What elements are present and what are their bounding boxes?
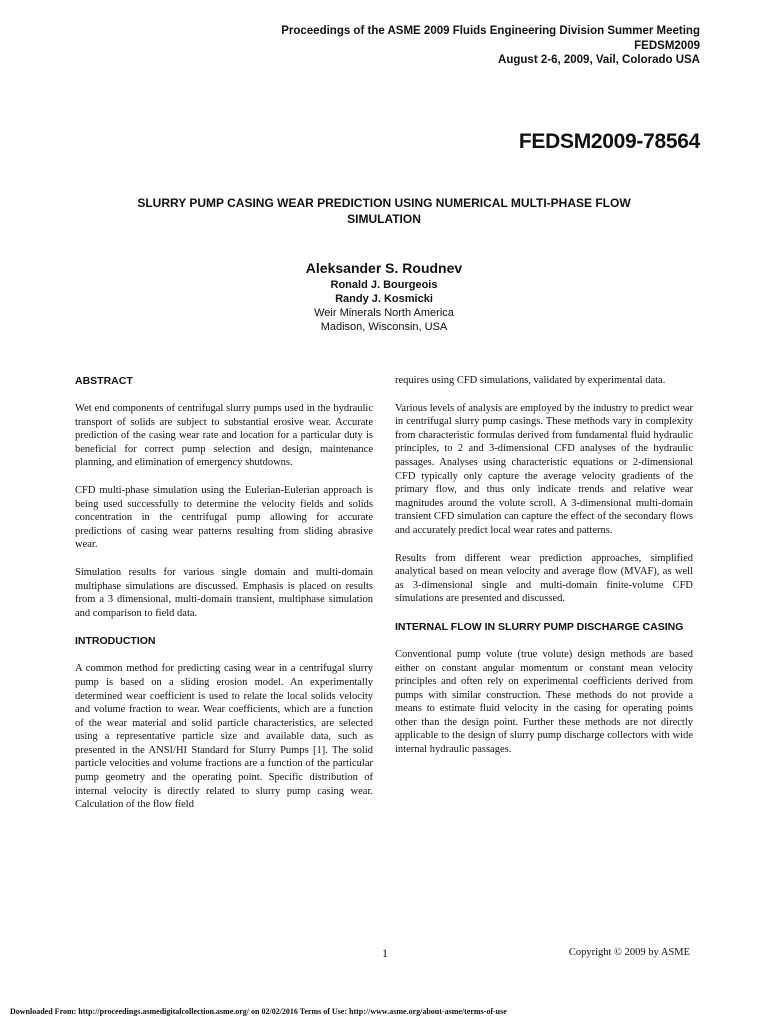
paper-id: FEDSM2009-78564 (518, 130, 700, 153)
lead-author: Aleksander S. Roudnev (305, 260, 463, 276)
affiliation-location: Madison, Wisconsin, USA (320, 321, 448, 333)
download-footer: Downloaded From: http://proceedings.asmedigitalcollection.asme.org/ on 02/02/2016 Terms of Use: http://www.asme.org/about-asme/terms-of-use (10, 1007, 507, 1016)
abstract-paragraph: CFD multi-phase simulation using the Eulerian-Eulerian approach is being used successfully to determine the velocity fields and solids concentration in the centrifugal pump allowing for accurate predictions of casing wear patterns resulting from sliding abrasive wear. (75, 484, 373, 551)
conference-header (281, 24, 700, 68)
abstract-heading: ABSTRACT (75, 375, 133, 387)
left-column (75, 374, 373, 826)
affiliation: Weir Minerals North America (314, 307, 454, 319)
body-paragraph: Various levels of analysis are employed by the industry to predict wear in centrifugal slurry pump casings. These methods vary in complexity from characteristic formulas derived from fundamental fluid hydraulic principles, to 2 and 3-dimensional CFD analyses of the hydraulic passages. Analyses using characteristic equations or 2-dimensional CFD typically only capture the average velocity gradients of the primary flow, and thus only indicate trends and relative wear magnitudes around the volute scroll. A 3-dimensional multi-domain transient CFD simulation can capture the effect of the secondary flows and accurately predict local wear rates and patterns. (395, 402, 693, 536)
page-number: 1 (382, 946, 388, 960)
abstract-paragraph: Wet end components of centrifugal slurry pumps used in the hydraulic transport of solids are subject to substantial erosive wear. Accurate prediction of the casing wear rate and location for a particular duty is beneficial for correct pump selection and design, maintenance planning, and elimination of emergency shutdowns. (75, 403, 373, 469)
co-author: Randy J. Kosmicki (335, 293, 433, 305)
author-block (0, 259, 768, 334)
paper-title: SLURRY PUMP CASING WEAR PREDICTION USING NUMERICAL MULTI-PHASE FLOW SIMULATION (137, 196, 631, 226)
right-column (395, 374, 693, 771)
body-paragraph: Results from different wear prediction approaches, simplified analytical based on mean velocity and average flow (MVAF), as well as 3-dimensional single and multi-domain finite-volume CFD simulations are presented and discussed. (395, 552, 693, 605)
co-author: Ronald J. Bourgeois (330, 279, 438, 291)
introduction-heading: INTRODUCTION (75, 635, 156, 648)
conference-code: FEDSM2009 (634, 39, 700, 52)
section-heading: INTERNAL FLOW IN SLURRY PUMP DISCHARGE CASING (395, 620, 684, 633)
abstract-paragraph: Simulation results for various single domain and multi-domain multiphase simulations are discussed. Emphasis is placed on results from a 3 dimensional, multi-domain transient, multiphase simulation and comparison to field data. (75, 566, 373, 619)
conference-name: Proceedings of the ASME 2009 Fluids Engineering Division Summer Meeting (281, 25, 700, 37)
body-paragraph: requires using CFD simulations, validated by experimental data. (395, 375, 666, 386)
introduction-paragraph: A common method for predicting casing wear in a centrifugal slurry pump is based on a sliding erosion model. An experimentally determined wear coefficient is used to relate the local solids velocity and volume fraction to wear. Wear coefficients, which are a function of the wear material and solid particle characteristics, are selected using a representative particle size and available data, such as presented in the ANSI/HI Standard for Slurry Pumps [1]. The solid particle velocities and volume fractions are a function of the particular pump geometry and the operating point. Specific distribution of internal velocity is directly related to slurry pump casing wear. Calculation of the flow field (75, 663, 373, 811)
body-paragraph: Conventional pump volute (true volute) design methods are based either on constant angular momentum or constant mean velocity principles and often rely on experimental coefficients derived from pumps with similar construction. These methods do not provide a means to estimate fluid velocity in the casing for operating points other than the design point. Further these methods are not directly applicable to the design of slurry pump discharge collectors with wide internal hydraulic passages. (395, 648, 693, 756)
conference-date-location: August 2-6, 2009, Vail, Colorado USA (498, 54, 700, 66)
copyright-notice: Copyright © 2009 by ASME (568, 947, 690, 958)
